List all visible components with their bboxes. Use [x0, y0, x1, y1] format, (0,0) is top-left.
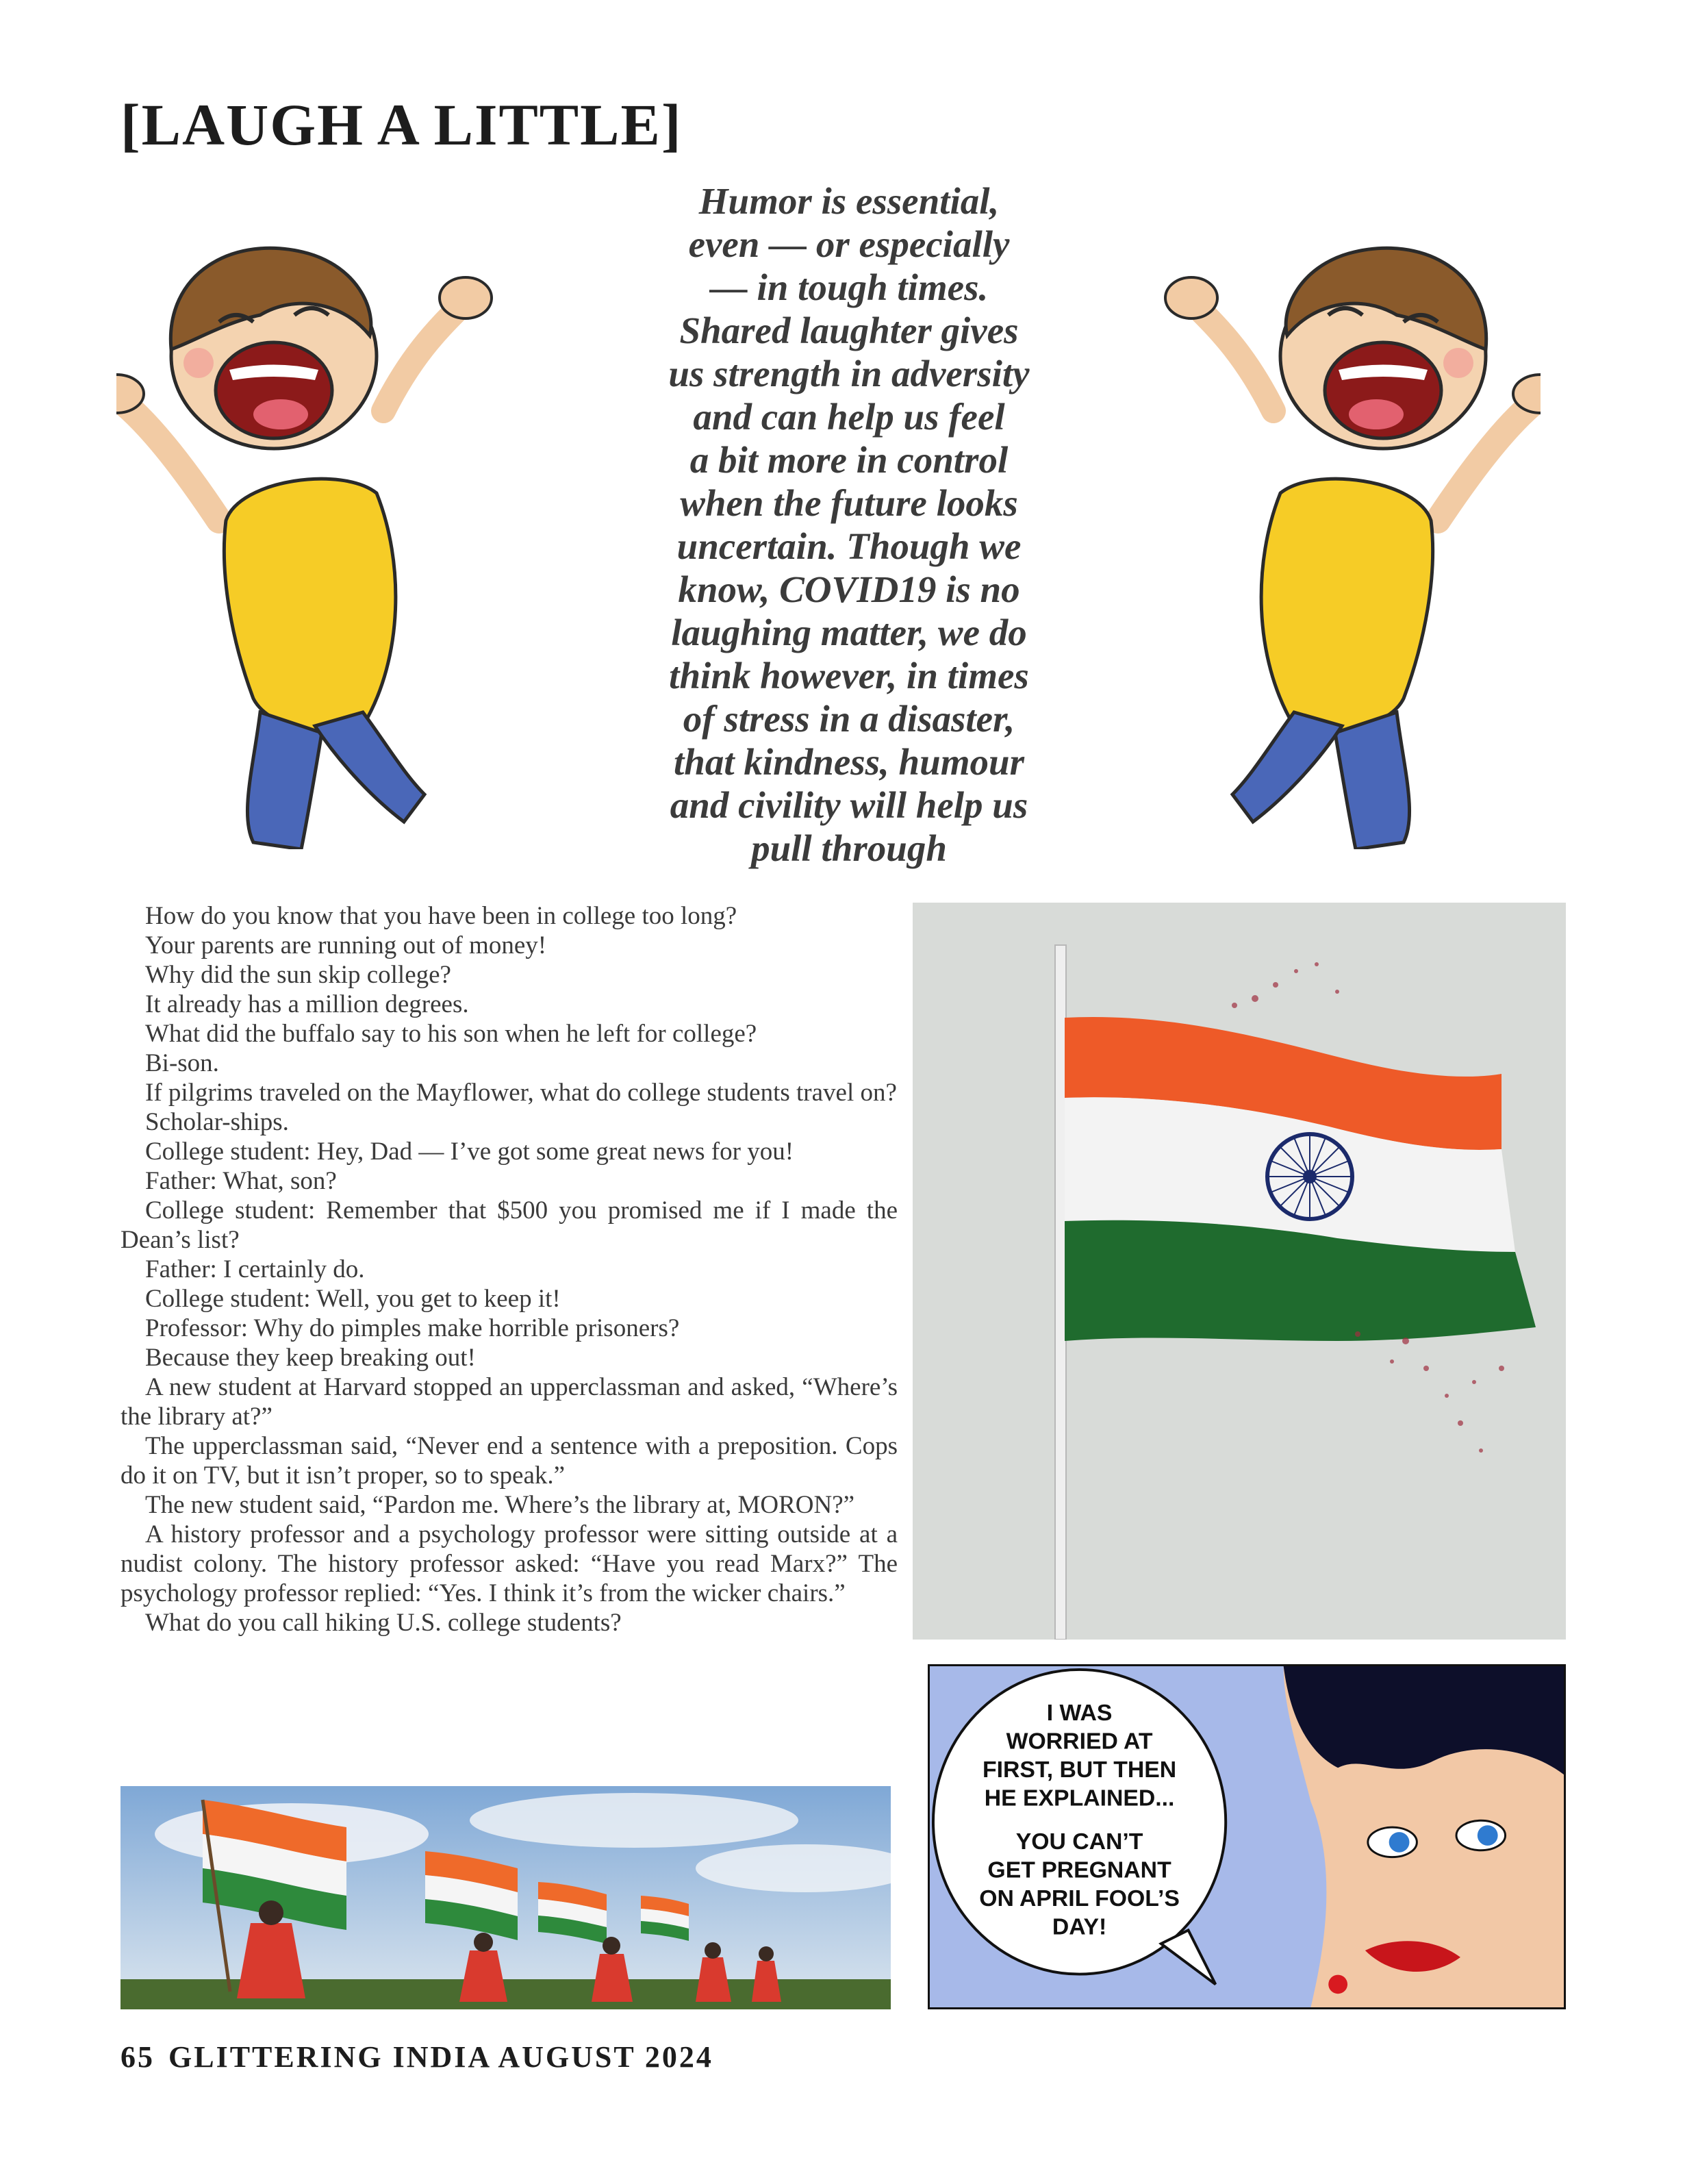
joke-paragraph: Because they keep breaking out! [145, 1344, 476, 1372]
joke-paragraph: The upperclassman said, “Never end a sentence with a preposition. Cops do it on TV, but it isn’t proper, so to speak.” [121, 1432, 898, 1490]
joke-paragraph: The new student said, “Pardon me. Where’s the library at, MORON?” [145, 1491, 855, 1519]
joke-paragraph: Father: I certainly do. [145, 1255, 365, 1283]
jumping-kid-illustration-right [1102, 233, 1541, 849]
intro-line: and civility will help us [670, 784, 1028, 826]
bubble-line: HE EXPLAINED... [984, 1785, 1175, 1811]
intro-line: know, COVID19 is no [678, 568, 1020, 610]
joke-paragraph: If pilgrims traveled on the Mayflower, what do college students travel on? [145, 1079, 897, 1107]
intro-line: of stress in a disaster, [683, 698, 1015, 740]
indian-flag-photo [913, 903, 1566, 1640]
bubble-line: I WAS [1046, 1700, 1113, 1727]
flag-pole [1055, 945, 1066, 1640]
joke-paragraph: A new student at Harvard stopped an upperclassman and asked, “Where’s the library at?” [121, 1373, 898, 1431]
joke-paragraph: A history professor and a psychology professor were sitting outside at a nudist colony. The history professor asked: “Have you read Marx?” The psychology professor replied: “Yes. I think it’s from the wicker chairs.” [121, 1520, 898, 1607]
page-number: 65 [121, 2040, 155, 2074]
bubble-line: YOU CAN’T [1015, 1829, 1143, 1855]
publication-name: GLITTERING INDIA AUGUST 2024 [168, 2040, 713, 2074]
joke-paragraph: Why did the sun skip college? [145, 961, 451, 989]
joke-paragraph: How do you know that you have been in college too long? [145, 902, 737, 930]
ashoka-chakra [1267, 1134, 1352, 1219]
page-footer [121, 2039, 713, 2074]
intro-line: that kindness, humour [673, 741, 1025, 783]
jokes-column [121, 901, 898, 1637]
joke-paragraph: College student: Well, you get to keep it! [145, 1285, 561, 1313]
intro-line: even — or especially [688, 223, 1010, 265]
intro-line: uncertain. Though we [676, 525, 1022, 567]
april-fools-comic-panel [928, 1664, 1566, 2009]
intro-line: Humor is essential, [698, 180, 1000, 222]
intro-line: pull through [751, 827, 947, 869]
joke-paragraph: Scholar-ships. [145, 1108, 289, 1136]
jumping-kid-illustration-left [116, 233, 555, 849]
intro-line: laughing matter, we do [671, 612, 1027, 653]
joke-paragraph: College student: Hey, Dad — I’ve got some great news for you! [145, 1138, 794, 1166]
intro-line: a bit more in control [689, 439, 1009, 481]
intro-line: think however, in times [669, 655, 1029, 696]
bubble-line: ON APRIL FOOL’S [979, 1885, 1180, 1911]
joke-paragraph: Bi-son. [145, 1049, 219, 1077]
joke-paragraph: It already has a million degrees. [145, 990, 469, 1018]
joke-paragraph: Professor: Why do pimples make horrible prisoners? [145, 1314, 680, 1342]
intro-line: Shared laughter gives [679, 310, 1019, 351]
bubble-line: WORRIED AT [1006, 1729, 1153, 1755]
joke-paragraph: What did the buffalo say to his son when he left for college? [145, 1020, 757, 1048]
joke-paragraph: What do you call hiking U.S. college students? [145, 1609, 622, 1637]
intro-line: and can help us feel [693, 396, 1005, 438]
intro-line: — in tough times. [709, 266, 989, 308]
bubble-line: FIRST, BUT THEN [982, 1757, 1177, 1783]
flag-march-photo [121, 1786, 891, 2009]
joke-paragraph: Your parents are running out of money! [145, 931, 547, 959]
intro-quote [603, 179, 1095, 870]
bubble-line: DAY! [1052, 1914, 1107, 1940]
section-title: [LAUGH A LITTLE] [121, 92, 683, 158]
intro-line: when the future looks [680, 482, 1018, 524]
intro-line: us strength in adversity [668, 353, 1030, 394]
kid-figure [1165, 248, 1541, 849]
kid-figure [116, 248, 492, 849]
joke-paragraph: Father: What, son? [145, 1167, 337, 1195]
joke-paragraph: College student: Remember that $500 you promised me if I made the Dean’s list? [121, 1196, 898, 1254]
bubble-line: GET PREGNANT [987, 1857, 1171, 1883]
